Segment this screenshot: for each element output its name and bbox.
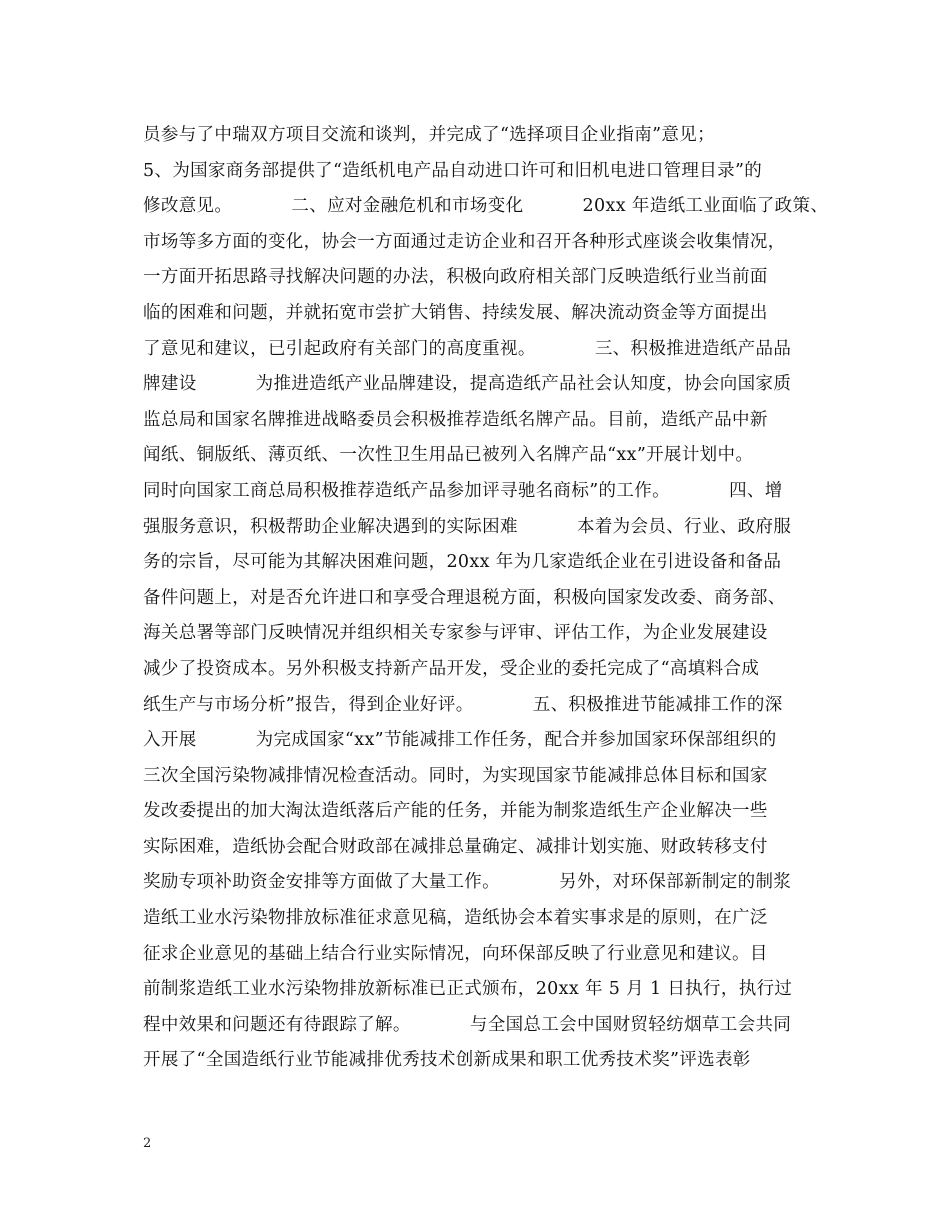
text-line: 务的宗旨，尽可能为其解决困难问题，20xx 年为几家造纸企业在引进设备和备品 [143, 552, 782, 573]
text-line: 奖励专项补助资金安排等方面做了大量工作。 另外，对环保部新制定的制浆 [143, 872, 792, 893]
text-line: 三次全国污染物减排情况检查活动。同时，为实现国家节能减排总体目标和国家 [143, 765, 768, 786]
text-line: 纸生产与市场分析”报告，得到企业好评。 五、积极推进节能减排工作的深 [143, 694, 783, 715]
body-text [143, 118, 833, 1079]
text-line: 修改意见。 二、应对金融危机和市场变化 20xx 年造纸工业面临了政策、 [143, 196, 829, 217]
text-line: 造纸工业水污染物排放标准征求意见稿，造纸协会本着实事求是的原则，在广泛 [143, 908, 768, 929]
text-line: 5、为国家商务部提供了“造纸机电产品自动进口许可和旧机电进口管理目录”的 [143, 160, 763, 181]
text-line: 前制浆造纸工业水污染物排放新标准已正式颁布，20xx 年 5 月 1 日执行，执行过 [143, 979, 793, 1000]
text-line: 员参与了中瑞双方项目交流和谈判，并完成了“选择项目企业指南”意见； [143, 125, 715, 145]
text-line: 闻纸、铜版纸、薄页纸、一次性卫生用品已被列入名牌产品“xx”开展计划中。 [143, 445, 754, 466]
text-line: 实际困难，造纸协会配合财政部在减排总量确定、减排计划实施、财政转移支付 [143, 836, 768, 857]
text-line: 监总局和国家名牌推进战略委员会积极推荐造纸名牌产品。目前，造纸产品中新 [143, 409, 768, 430]
text-line: 一方面开拓思路寻找解决问题的办法，积极向政府相关部门反映造纸行业当前面 [143, 267, 768, 288]
text-line: 海关总署等部门反映情况并组织相关专家参与评审、评估工作，为企业发展建设 [143, 623, 768, 644]
text-line: 牌建设 为推进造纸产业品牌建设，提高造纸产品社会认知度，协会向国家质 [143, 374, 792, 395]
text-line: 强服务意识，积极帮助企业解决遇到的实际困难 本着为会员、行业、政府服 [143, 516, 792, 537]
text-line: 程中效果和问题还有待跟踪了解。 与全国总工会中国财贸轻纺烟草工会共同 [143, 1014, 792, 1035]
text-line: 征求企业意见的基础上结合行业实际情况，向环保部反映了行业意见和建议。目 [143, 943, 768, 964]
text-line: 开展了“全国造纸行业节能减排优秀技术创新成果和职工优秀技术奖”评选表彰 [143, 1050, 751, 1071]
text-line: 备件问题上，对是否允许进口和享受合理退税方面，积极向国家发改委、商务部、 [143, 587, 786, 608]
text-line: 市场等多方面的变化，协会一方面通过走访企业和召开各种形式座谈会收集情况， [143, 231, 786, 252]
text-line: 同时向国家工商总局积极推荐造纸产品参加评寻驰名商标”的工作。 四、增 [143, 480, 783, 501]
page-number: 2 [143, 1136, 152, 1151]
text-line: 减少了投资成本。另外积极支持新产品开发，受企业的委托完成了“高填料合成 [143, 658, 760, 679]
text-line: 入开展 为完成国家“xx”节能减排工作任务，配合并参加国家环保部组织的 [143, 730, 777, 751]
text-line: 了意见和建议，已引起政府有关部门的高度重视。 三、积极推进造纸产品品 [143, 338, 792, 359]
text-line: 发改委提出的加大淘汰造纸落后产能的任务，并能为制浆造纸生产企业解决一些 [143, 801, 768, 822]
text-line: 临的困难和问题，并就拓宽市尝扩大销售、持续发展、解决流动资金等方面提出 [143, 302, 768, 323]
